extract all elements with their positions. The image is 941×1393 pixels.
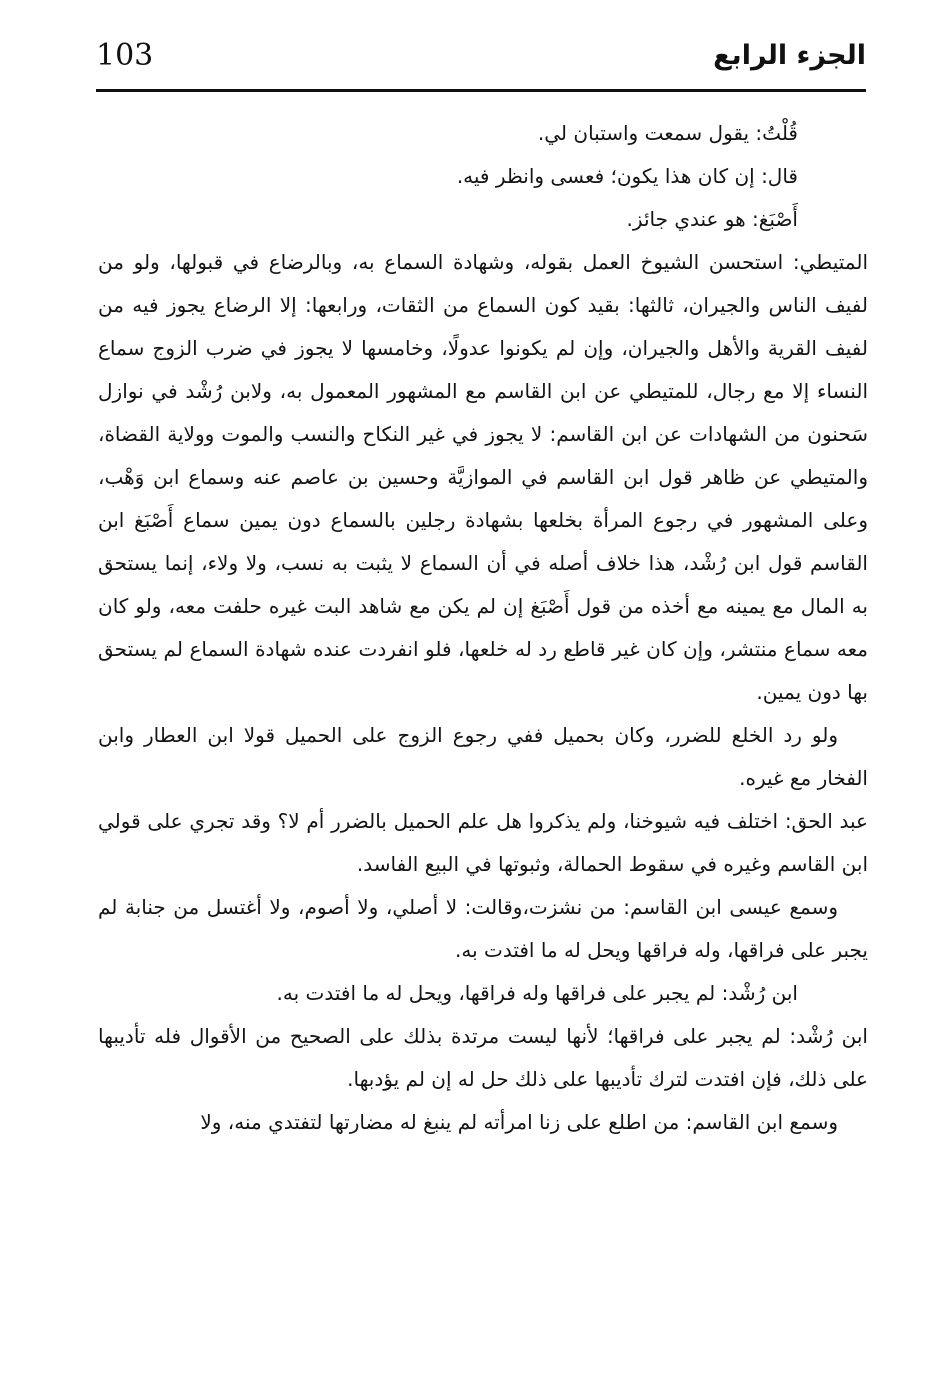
paragraph: المتيطي: استحسن الشيوخ العمل بقوله، وشهادة السماع به، وبالرضاع في قبولها، ولو من لفيف الناس والجيران، ثالثها: بقيد كون السماع من الثقات، ورابعها: إلا الرضاع يجوز فيه من لفيف القرية والأهل والجيران، وإن لم يكونوا عدولًا، وخامسها لا يجوز في ضرب الزوج سماع النساء إلا مع رجال، للمتيطي عن ابن القاسم مع المشهور المعمول به، ولابن رُشْد في نوازل سَحنون من الشهادات عن ابن القاسم: لا يجوز في غير النكاح والنسب والموت وولاية القضاة، والمتيطي عن ظاهر قول ابن القاسم في الموازيَّة وحسين بن عاصم عنه وسماع ابن وَهْب، وعلى المشهور في رجوع المرأة بخلعها بشهادة رجلين بالسماع دون يمين سماع أَصْبَغ ابن القاسم قول ابن رُشْد، هذا خلاف أصله في أن السماع لا يثبت به نسب، ولا ولاء، إنما يستحق به المال مع يمينه مع أخذه من قول أَصْبَغ إن لم يكن مع شاهد البت غيره حلفت معه، ولو كان معه سماع منتشر، وإن كان غير قاطع رد له خلعها، فلو انفردت عنده شهادة السماع لم يستحق بها دون يمين.	[98, 250, 868, 704]
paragraph: أَصْبَغ: هو عندي جائز.	[626, 207, 798, 231]
running-title: الجزء الرابع	[713, 40, 866, 71]
paragraph: ولو رد الخلع للضرر، وكان بحميل ففي رجوع الزوج على الحميل قولا ابن العطار وابن الفخار مع غيره.	[98, 723, 868, 790]
paragraph: قال: إن كان هذا يكون؛ فعسى وانظر فيه.	[456, 164, 798, 188]
paragraph: عبد الحق: اختلف فيه شيوخنا، ولم يذكروا هل علم الحميل بالضرر أم لا؟ وقد تجري على قولي ابن القاسم وغيره في سقوط الحمالة، وثبوتها في البيع الفاسد.	[98, 809, 868, 876]
body-text	[98, 112, 868, 1144]
paragraph: قُلْتُ: يقول سمعت واستبان لي.	[537, 121, 798, 145]
paragraph: ابن رُشْد: لم يجبر على فراقها وله فراقها، ويحل له ما افتدت به.	[276, 981, 798, 1005]
paragraph: وسمع ابن القاسم: من اطلع على زنا امرأته لم ينبغ له مضارتها لتفتدي منه، ولا	[200, 1110, 838, 1134]
paragraph: ابن رُشْد: لم يجبر على فراقها؛ لأنها ليست مرتدة بذلك على الصحيح من الأقوال فله تأديبها على ذلك، فإن افتدت لترك تأديبها على ذلك حل له إن لم يؤدبها.	[98, 1024, 868, 1091]
paragraph: وسمع عيسى ابن القاسم: من نشزت،وقالت: لا أصلي، ولا أصوم، ولا أغتسل من جنابة لم يجبر على فراقها، وله فراقها ويحل له ما افتدت به.	[98, 895, 868, 962]
header-rule	[96, 89, 866, 92]
page-number: 103	[96, 38, 154, 73]
page-header	[96, 36, 866, 92]
